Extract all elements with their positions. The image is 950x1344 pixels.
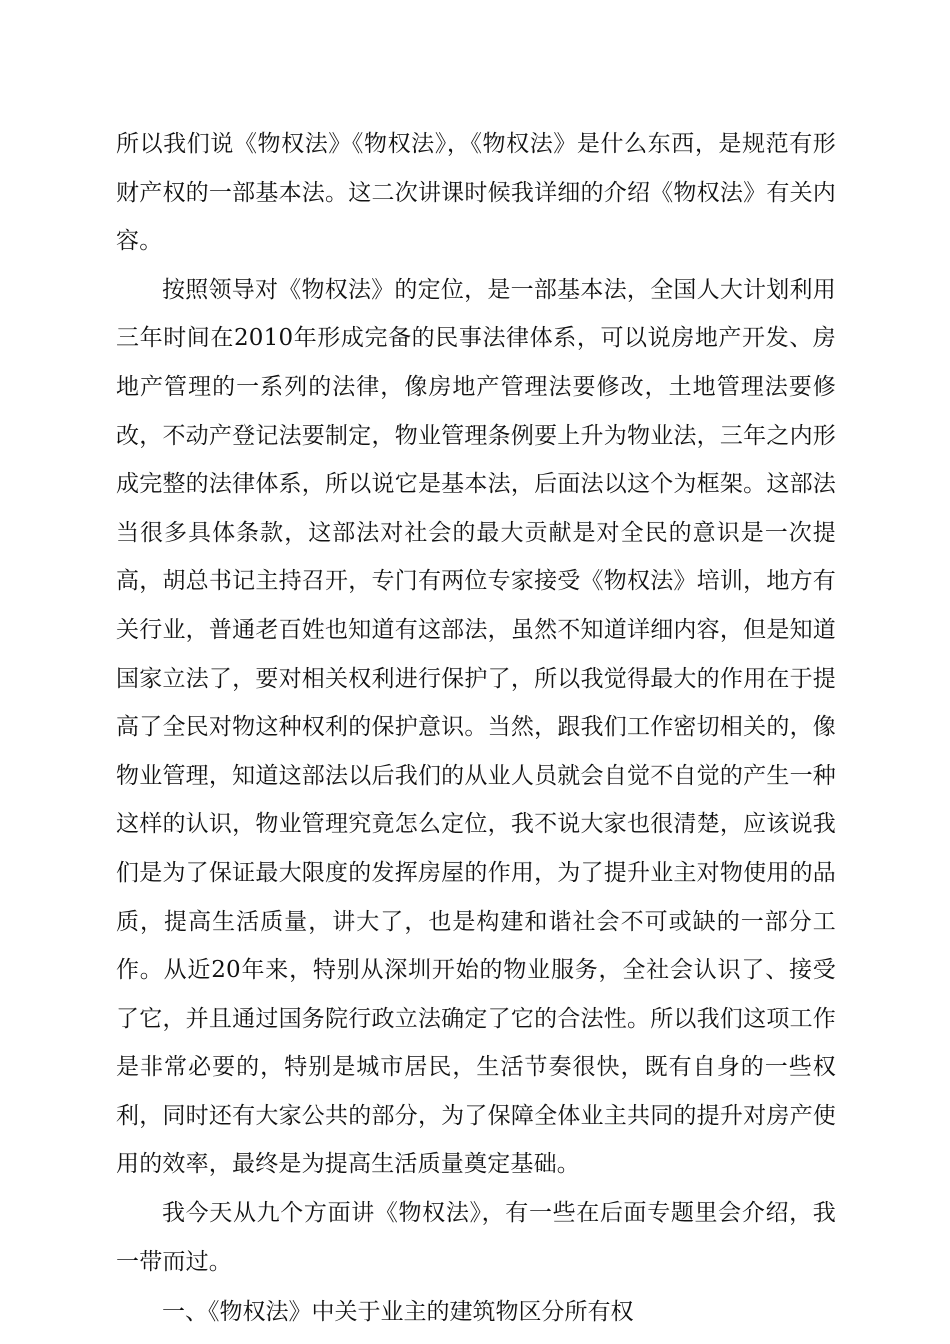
section-heading: 一、《物权法》中关于业主的建筑物区分所有权 [162,1299,634,1326]
paragraph-3: 我今天从九个方面讲《物权法》，有一些在后面专题里会介绍，我一带而过。 [116,1200,836,1275]
paragraph-2: 按照领导对《物权法》的定位，是一部基本法，全国人大计划利用三年时间在2010年形成完备的民事法律体系，可以说房地产开发、房地产管理的一系列的法律，像房地产管理法要修改，土地管理法要修改，不动产登记法要制定，物业管理条例要上升为物业法，三年之内形成完整的法律体系，所以说它是基本法，后面法以这个为框架。这部法当很多具体条款，这部法对社会的最大贡献是对全民的意识是一次提高，胡总书记主持召开，专门有两位专家接受《物权法》培训，地方有关行业，普通老百姓也知道有这部法，虽然不知道详细内容，但是知道国家立法了，要对相关权利进行保护了，所以我觉得最大的作用在于提高了全民对物这种权利的保护意识。当然，跟我们工作密切相关的，像物业管理，知道这部法以后我们的从业人员就会自觉不自觉的产生一种这样的认识，物业管理究竟怎么定位，我不说大家也很清楚，应该说我们是为了保证最大限度的发挥房屋的作用，为了提升业主对物使用的品质，提高生活质量，讲大了，也是构建和谐社会不可或缺的一部分工作。从近20年来，特别从深圳开始的物业服务，全社会认识了、接受了它，并且通过国务院行政立法确定了它的合法性。所以我们这项工作是非常必要的，特别是城市居民，生活节奏很快，既有自身的一些权利，同时还有大家公共的部分，为了保障全体业主共同的提升对房产使用的效率，最终是为提高生活质量奠定基础。 [116,276,836,1178]
document-body [116,120,836,1337]
paragraph-1: 所以我们说《物权法》《物权法》，《物权法》是什么东西，是规范有形财产权的一部基本法。这二次讲课时候我详细的介绍《物权法》有关内容。 [116,131,836,255]
